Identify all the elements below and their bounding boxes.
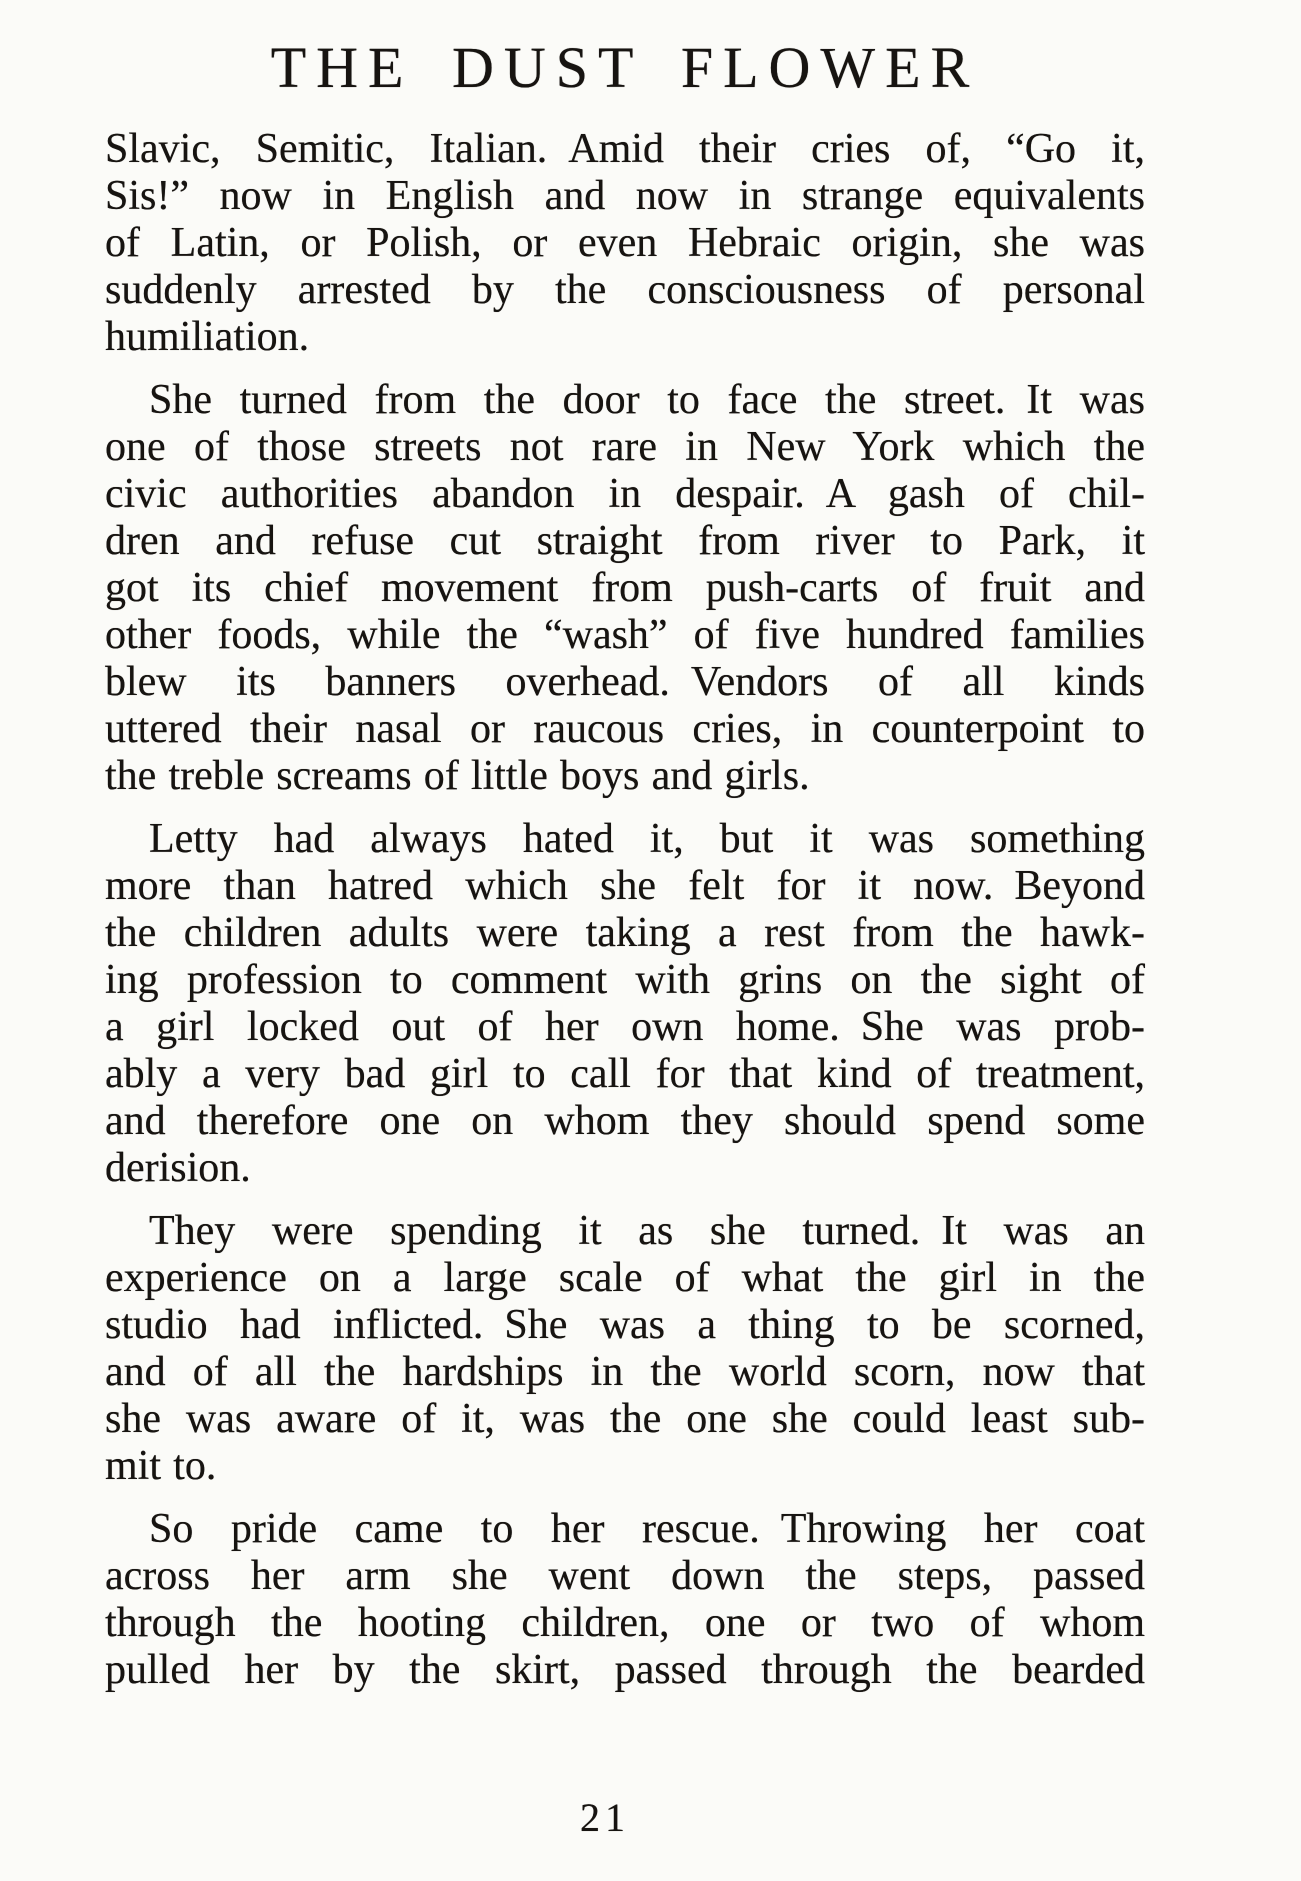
text-line: across her arm she went down the steps, passed [105, 1553, 1145, 1599]
text-line: other foods, while the “wash” of five hundred families [105, 612, 1145, 658]
text-line: studio had inflicted. She was a thing to be scorned, [105, 1302, 1145, 1348]
text-line: of Latin, or Polish, or even Hebraic origin, she was [105, 220, 1145, 266]
page-body-text [105, 126, 1145, 1694]
text-line: one of those streets not rare in New York which the [105, 424, 1145, 470]
text-line: she was aware of it, was the one she could least sub- [105, 1396, 1145, 1442]
text-line: and therefore one on whom they should spend some [105, 1098, 1145, 1144]
text-line: mit to. [105, 1443, 217, 1489]
paragraph [105, 816, 1145, 1192]
text-line: more than hatred which she felt for it now. Beyond [105, 863, 1145, 909]
text-line: through the hooting children, one or two of whom [105, 1600, 1145, 1646]
paragraph [105, 126, 1145, 361]
text-line: dren and refuse cut straight from river to Park, it [105, 518, 1145, 564]
text-line: They were spending it as she turned. It was an [149, 1208, 1145, 1254]
text-line: Letty had always hated it, but it was something [149, 816, 1145, 862]
text-line: experience on a large scale of what the girl in the [105, 1255, 1145, 1301]
text-line: humiliation. [105, 314, 310, 360]
text-line: She turned from the door to face the street. It was [149, 377, 1145, 423]
paragraph [105, 1506, 1145, 1694]
text-line: got its chief movement from push-carts of fruit and [105, 565, 1145, 611]
text-line: pulled her by the skirt, passed through the bearded [105, 1647, 1145, 1693]
text-line: and of all the hardships in the world scorn, now that [105, 1349, 1145, 1395]
text-line: So pride came to her rescue. Throwing her coat [149, 1506, 1145, 1552]
page-number: 21 [580, 1795, 630, 1840]
text-line: a girl locked out of her own home. She was prob- [105, 1004, 1145, 1050]
text-line: suddenly arrested by the consciousness of personal [105, 267, 1145, 313]
text-line: Sis!” now in English and now in strange equivalents [105, 173, 1145, 219]
text-line: Slavic, Semitic, Italian. Amid their cries of, “Go it, [105, 126, 1145, 172]
paragraph [105, 1208, 1145, 1490]
text-line: the children adults were taking a rest from the hawk- [105, 910, 1145, 956]
text-line: the treble screams of little boys and girls. [105, 753, 810, 799]
text-line: uttered their nasal or raucous cries, in counterpoint to [105, 706, 1145, 752]
text-line: ing profession to comment with grins on the sight of [105, 957, 1145, 1003]
paragraph [105, 377, 1145, 800]
page-title: THE DUST FLOWER [270, 35, 980, 100]
text-line: civic authorities abandon in despair. A gash of chil- [105, 471, 1145, 517]
text-line: derision. [105, 1145, 251, 1191]
text-line: blew its banners overhead. Vendors of all kinds [105, 659, 1145, 705]
text-line: ably a very bad girl to call for that kind of treatment, [105, 1051, 1145, 1097]
